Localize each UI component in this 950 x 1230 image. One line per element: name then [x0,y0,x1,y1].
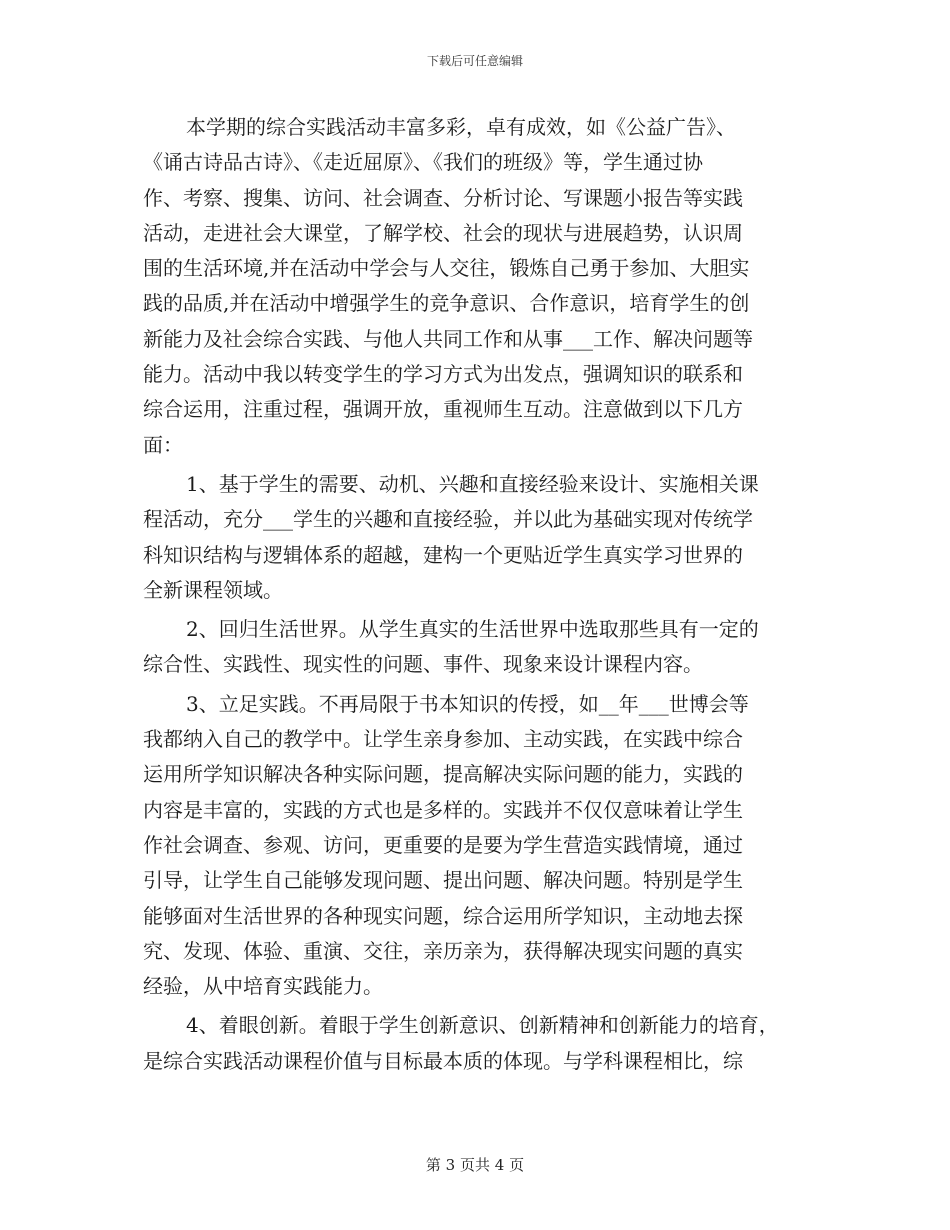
paragraph-line: 新能力及社会综合实践、与他人共同工作和从事___工作、解决问题等 [143,326,753,351]
paragraph-line: 本学期的综合实践活动丰富多彩，卓有成效，如《公益广告》、 [186,115,736,139]
paragraph-line: 面： [143,432,183,457]
page-number-footer: 第 3 页共 4 页 [425,1156,525,1174]
list-item-line: 作社会调查、参观、访问，更重要的是要为学生营造实践情境，通过 [143,832,743,857]
list-item-line: 4、着眼创新。着眼于学生创新意识、创新精神和创新能力的培育， [186,1013,779,1038]
paragraph-line: 践的品质,并在活动中增强学生的竞争意识、合作意识，培育学生的创 [143,291,750,316]
list-item-line: 我都纳入自己的教学中。让学生亲身参加、主动实践，在实践中综合 [143,727,743,752]
list-item-line: 综合性、实践性、现实性的问题、事件、现象来设计课程内容。 [143,652,703,677]
paragraph-line: 能力。活动中我以转变学生的学习方式为出发点，强调知识的联系和 [143,362,743,387]
list-item-line: 内容是丰富的，实践的方式也是多样的。实践并不仅仅意味着让学生 [143,797,743,822]
list-item-line: 运用所学知识解决各种实际问题，提高解决实际问题的能力，实践的 [143,762,743,787]
list-item-line: 经验，从中培育实践能力。 [143,974,383,999]
document-body [143,110,813,1079]
paragraph-line: 《诵古诗品古诗》、《走近屈原》、《我们的班级》等，学生通过协 [143,150,703,175]
list-item-line: 2、回归生活世界。从学生真实的生活世界中选取那些具有一定的 [186,617,759,642]
list-item-line: 3、立足实践。不再局限于书本知识的传授，如__年___世博会等 [186,691,749,716]
paragraph-line: 围的生活环境,并在活动中学会与人交往，锻炼自己勇于参加、大胆实 [143,256,750,281]
list-item-line: 引导，让学生自己能够发现问题、提出问题、解决问题。特别是学生 [143,868,743,893]
paragraph-line: 作、考察、搜集、访问、社会调查、分析讨论、写课题小报告等实践 [143,185,743,210]
list-item-line: 全新课程领域。 [143,577,283,602]
list-item-line: 究、发现、体验、重演、交往，亲历亲为，获得解决现实问题的真实 [143,938,743,963]
list-item-line: 1、基于学生的需要、动机、兴趣和直接经验来设计、实施相关课 [186,471,759,496]
list-item-line: 程活动，充分___学生的兴趣和直接经验，并以此为基础实现对传统学 [143,507,753,532]
list-item-line: 科知识结构与逻辑体系的超越，建构一个更贴近学生真实学习世界的 [143,542,743,567]
list-item-line: 是综合实践活动课程价值与目标最本质的体现。与学科课程相比，综 [143,1048,743,1073]
paragraph-line: 活动，走进社会大课堂，了解学校、社会的现状与进展趋势，认识周 [143,220,743,245]
paragraph-line: 综合运用，注重过程，强调开放，重视师生互动。注意做到以下几方 [143,397,743,422]
list-item-line: 能够面对生活世界的各种现实问题，综合运用所学知识，主动地去探 [143,903,743,928]
page-header: 下载后可任意编辑 [426,54,523,68]
